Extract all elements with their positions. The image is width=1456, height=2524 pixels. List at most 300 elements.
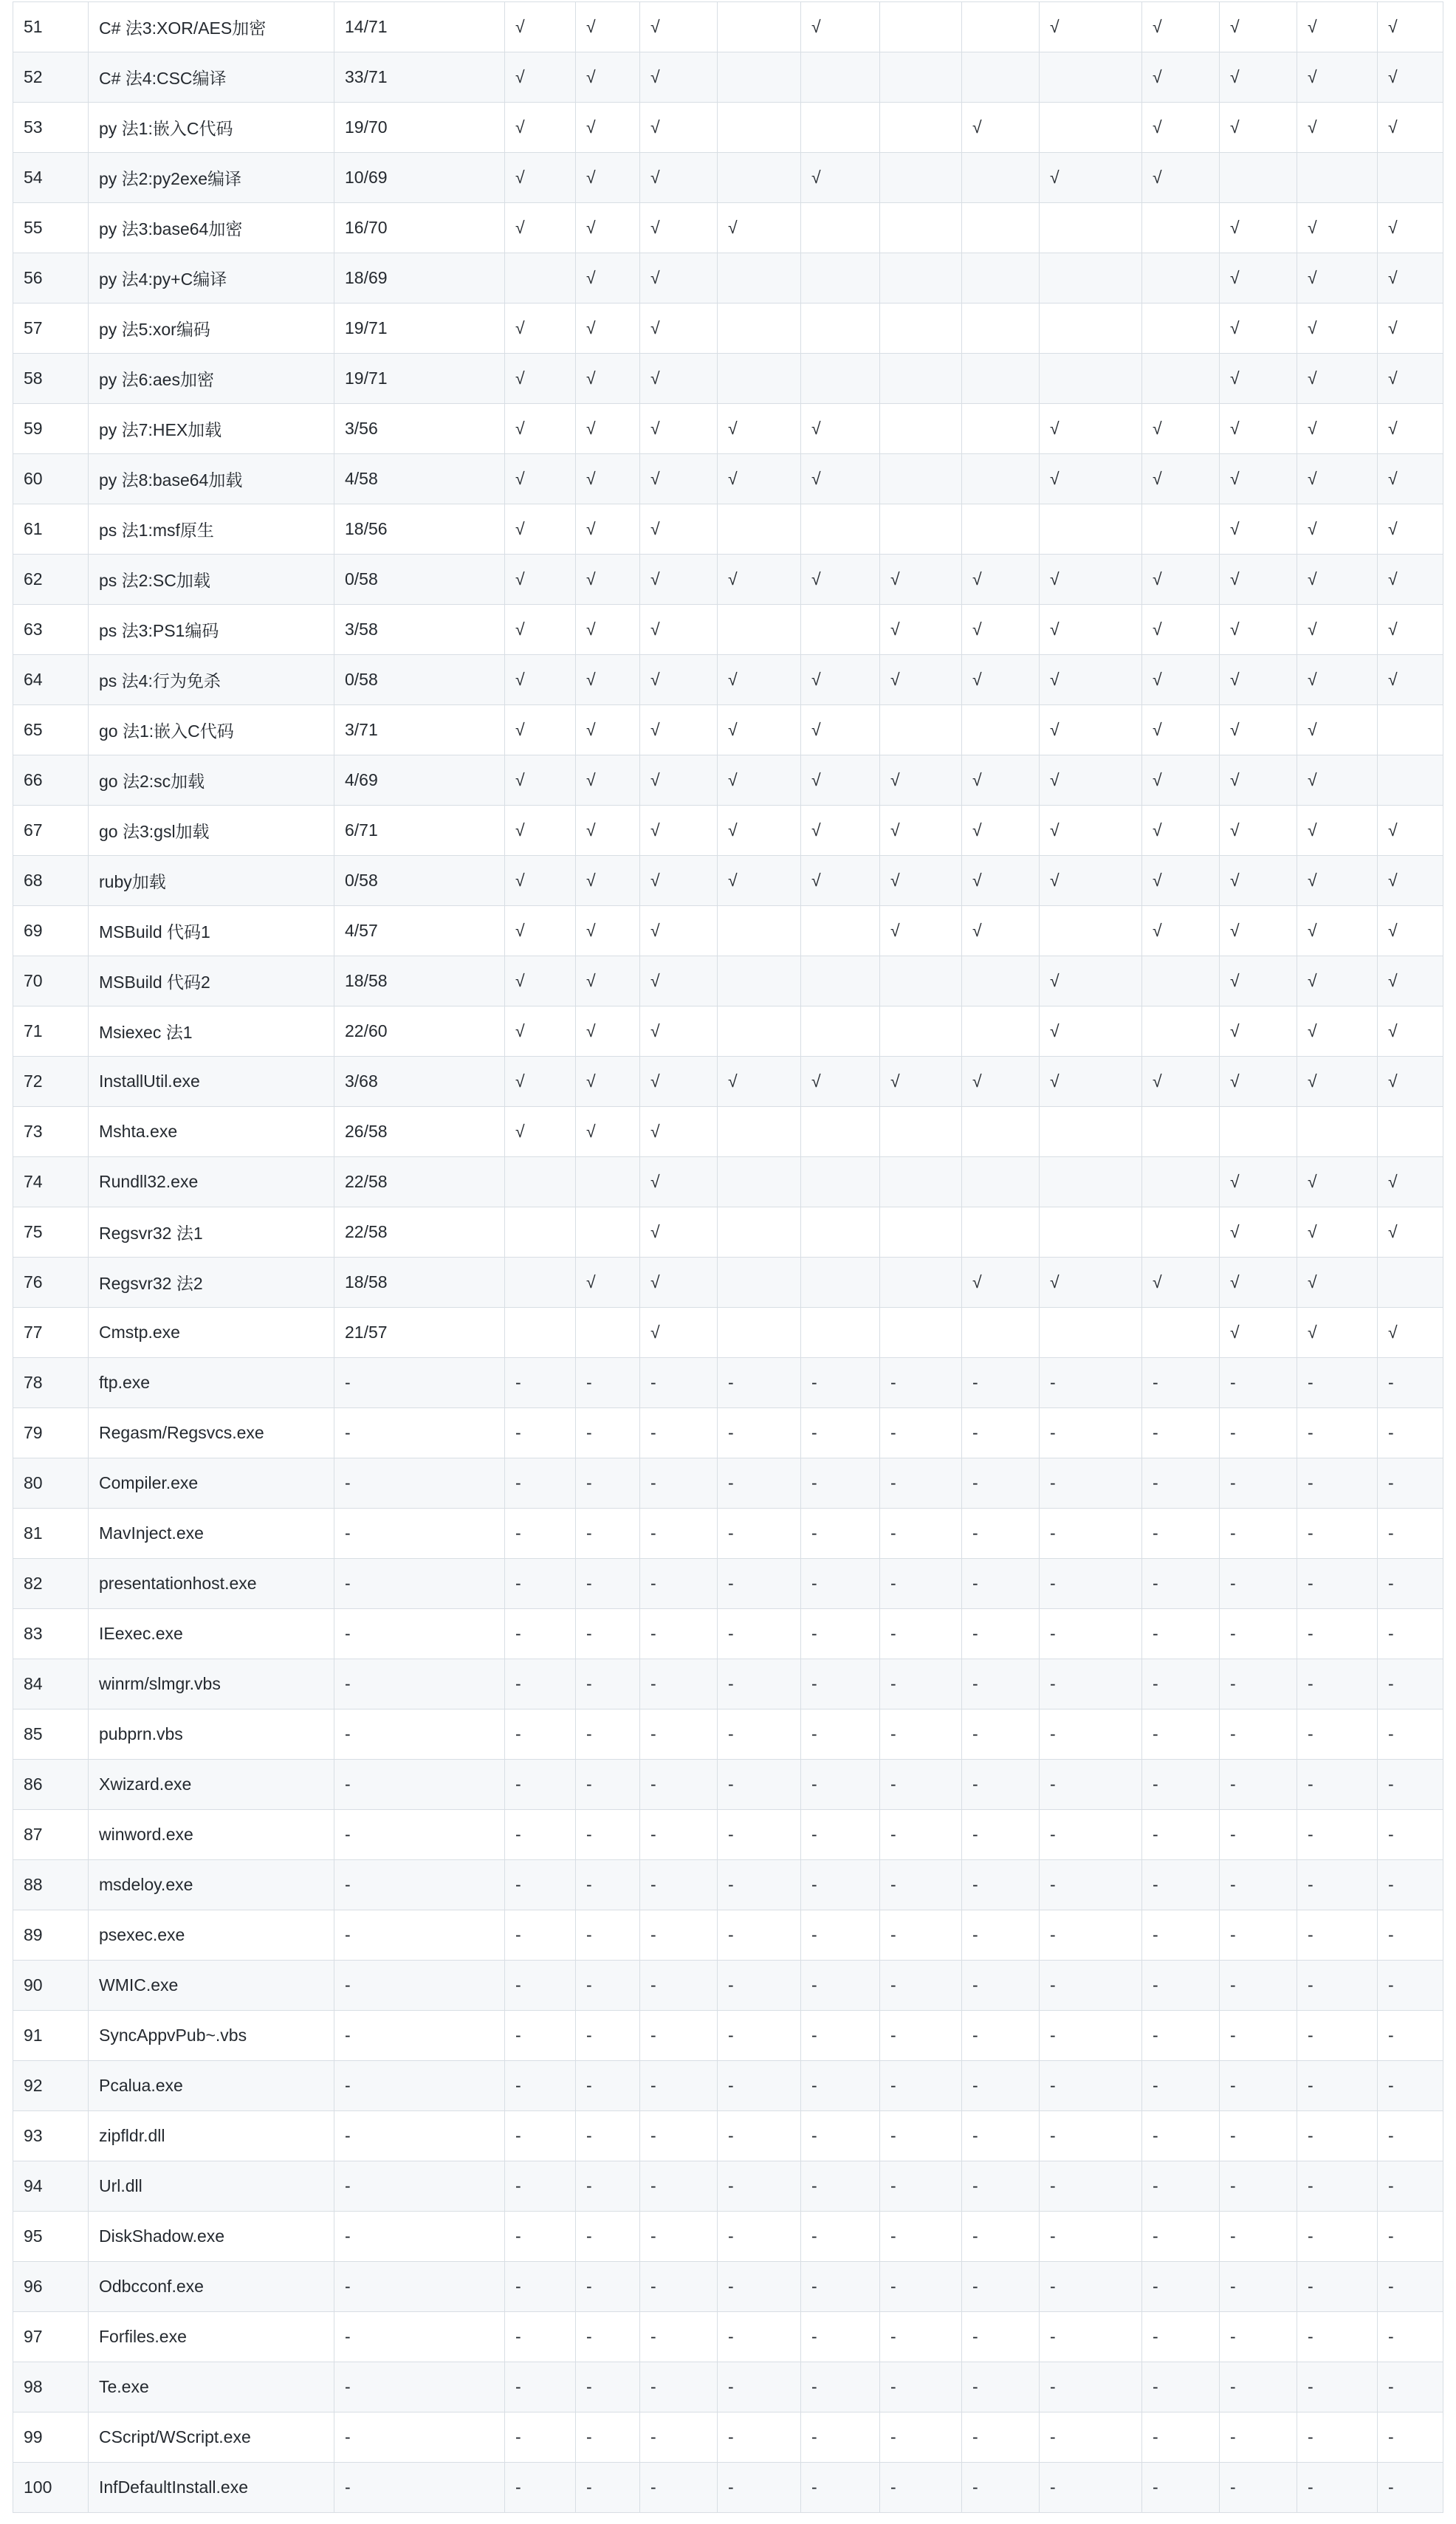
vt-score-cell: 21/57 xyxy=(334,1308,505,1358)
check-cell-12 xyxy=(1378,755,1443,806)
check-cell-4: √ xyxy=(718,856,801,906)
check-cell-8: - xyxy=(1040,2463,1142,2513)
check-cell-7: - xyxy=(962,2463,1040,2513)
check-cell-3: - xyxy=(640,2111,718,2161)
check-cell-2: - xyxy=(576,2011,640,2061)
check-cell-2: √ xyxy=(576,404,640,454)
method-name-cell: Regsvr32 法1 xyxy=(89,1207,334,1258)
row-number-cell: 83 xyxy=(13,1609,89,1659)
method-name-cell: pubprn.vbs xyxy=(89,1709,334,1760)
check-cell-1: √ xyxy=(505,755,576,806)
check-cell-11: √ xyxy=(1297,404,1378,454)
check-cell-9 xyxy=(1142,1308,1220,1358)
method-name-cell: msdeloy.exe xyxy=(89,1860,334,1910)
check-cell-1: √ xyxy=(505,856,576,906)
table-row xyxy=(13,1961,1443,2011)
check-cell-7: - xyxy=(962,2412,1040,2463)
check-cell-9 xyxy=(1142,504,1220,555)
vt-score-cell: - xyxy=(334,2061,505,2111)
check-cell-11: √ xyxy=(1297,253,1378,304)
check-cell-2: √ xyxy=(576,253,640,304)
check-cell-2 xyxy=(576,1207,640,1258)
check-cell-4 xyxy=(718,153,801,203)
method-name-cell: Mshta.exe xyxy=(89,1107,334,1157)
check-cell-1: - xyxy=(505,1860,576,1910)
method-name-cell: py 法7:HEX加载 xyxy=(89,404,334,454)
table-row xyxy=(13,2161,1443,2212)
check-cell-8: √ xyxy=(1040,1006,1142,1057)
check-cell-1: - xyxy=(505,2362,576,2412)
check-cell-8: √ xyxy=(1040,1057,1142,1107)
check-cell-8: √ xyxy=(1040,856,1142,906)
check-cell-3: - xyxy=(640,1358,718,1408)
check-cell-6 xyxy=(880,454,962,504)
vt-score-cell: 4/57 xyxy=(334,906,505,956)
table-row xyxy=(13,2262,1443,2312)
check-cell-1: √ xyxy=(505,956,576,1006)
vt-score-cell: 22/58 xyxy=(334,1157,505,1207)
check-cell-5 xyxy=(801,1107,880,1157)
check-cell-4 xyxy=(718,1258,801,1308)
check-cell-9: - xyxy=(1142,2061,1220,2111)
check-cell-10: √ xyxy=(1220,1157,1297,1207)
method-name-cell: ruby加载 xyxy=(89,856,334,906)
check-cell-5 xyxy=(801,1207,880,1258)
check-cell-3: √ xyxy=(640,1107,718,1157)
check-cell-2: √ xyxy=(576,956,640,1006)
check-cell-8: - xyxy=(1040,2061,1142,2111)
check-cell-7: √ xyxy=(962,655,1040,705)
method-name-cell: CScript/WScript.exe xyxy=(89,2412,334,2463)
check-cell-8: √ xyxy=(1040,1258,1142,1308)
row-number-cell: 74 xyxy=(13,1157,89,1207)
check-cell-7 xyxy=(962,1207,1040,1258)
check-cell-6: - xyxy=(880,2011,962,2061)
check-cell-5 xyxy=(801,103,880,153)
check-cell-11: √ xyxy=(1297,806,1378,856)
vt-score-cell: - xyxy=(334,1458,505,1509)
method-name-cell: Msiexec 法1 xyxy=(89,1006,334,1057)
check-cell-1 xyxy=(505,1207,576,1258)
check-cell-11: √ xyxy=(1297,755,1378,806)
check-cell-2: √ xyxy=(576,555,640,605)
check-cell-12: √ xyxy=(1378,956,1443,1006)
check-cell-8: √ xyxy=(1040,755,1142,806)
check-cell-1: - xyxy=(505,2463,576,2513)
check-cell-4: √ xyxy=(718,404,801,454)
check-cell-2: - xyxy=(576,2463,640,2513)
check-cell-1: - xyxy=(505,2111,576,2161)
check-cell-11: √ xyxy=(1297,1157,1378,1207)
check-cell-8 xyxy=(1040,906,1142,956)
check-cell-5: √ xyxy=(801,454,880,504)
method-name-cell: ps 法4:行为免杀 xyxy=(89,655,334,705)
check-cell-7: √ xyxy=(962,1057,1040,1107)
vt-score-cell: 18/58 xyxy=(334,956,505,1006)
vt-score-cell: - xyxy=(334,2111,505,2161)
check-cell-5: - xyxy=(801,2111,880,2161)
method-name-cell: Compiler.exe xyxy=(89,1458,334,1509)
vt-score-cell: - xyxy=(334,1408,505,1458)
check-cell-12: √ xyxy=(1378,253,1443,304)
check-cell-2: - xyxy=(576,2412,640,2463)
check-cell-3: - xyxy=(640,2161,718,2212)
check-cell-3: √ xyxy=(640,806,718,856)
check-cell-4: - xyxy=(718,1458,801,1509)
check-cell-12: - xyxy=(1378,1860,1443,1910)
check-cell-5 xyxy=(801,1157,880,1207)
vt-score-cell: 26/58 xyxy=(334,1107,505,1157)
table-row xyxy=(13,153,1443,203)
table-row xyxy=(13,1107,1443,1157)
check-cell-10: √ xyxy=(1220,2,1297,52)
check-cell-11: - xyxy=(1297,1760,1378,1810)
vt-score-cell: 19/70 xyxy=(334,103,505,153)
check-cell-12: - xyxy=(1378,1559,1443,1609)
check-cell-3: √ xyxy=(640,906,718,956)
check-cell-5: - xyxy=(801,1358,880,1408)
check-cell-9 xyxy=(1142,1157,1220,1207)
check-cell-12: √ xyxy=(1378,304,1443,354)
check-cell-5 xyxy=(801,52,880,103)
check-cell-7: - xyxy=(962,1910,1040,1961)
check-cell-10: √ xyxy=(1220,856,1297,906)
check-cell-9: - xyxy=(1142,2412,1220,2463)
check-cell-12: √ xyxy=(1378,404,1443,454)
table-row xyxy=(13,1458,1443,1509)
method-name-cell: go 法1:嵌入C代码 xyxy=(89,705,334,755)
check-cell-12: - xyxy=(1378,1709,1443,1760)
check-cell-9: √ xyxy=(1142,153,1220,203)
check-cell-1: - xyxy=(505,1709,576,1760)
check-cell-7: - xyxy=(962,1559,1040,1609)
table-row xyxy=(13,1308,1443,1358)
method-name-cell: ps 法1:msf原生 xyxy=(89,504,334,555)
check-cell-10: - xyxy=(1220,2011,1297,2061)
check-cell-8 xyxy=(1040,1107,1142,1157)
vt-score-cell: - xyxy=(334,1810,505,1860)
vt-score-cell: - xyxy=(334,1659,505,1709)
vt-score-cell: - xyxy=(334,1609,505,1659)
check-cell-5: √ xyxy=(801,404,880,454)
vt-score-cell: 0/58 xyxy=(334,655,505,705)
vt-score-cell: - xyxy=(334,1358,505,1408)
check-cell-11: √ xyxy=(1297,2,1378,52)
check-cell-8: √ xyxy=(1040,605,1142,655)
check-cell-11: - xyxy=(1297,1659,1378,1709)
check-cell-11: - xyxy=(1297,2061,1378,2111)
check-cell-9: √ xyxy=(1142,806,1220,856)
check-cell-9: √ xyxy=(1142,755,1220,806)
check-cell-5: - xyxy=(801,2212,880,2262)
table-row xyxy=(13,956,1443,1006)
check-cell-5: - xyxy=(801,2312,880,2362)
table-row xyxy=(13,1559,1443,1609)
check-cell-11: - xyxy=(1297,1559,1378,1609)
check-cell-1: - xyxy=(505,1559,576,1609)
table-row xyxy=(13,555,1443,605)
check-cell-5 xyxy=(801,1258,880,1308)
row-number-cell: 92 xyxy=(13,2061,89,2111)
check-cell-2: - xyxy=(576,2312,640,2362)
check-cell-10: √ xyxy=(1220,354,1297,404)
check-cell-12: √ xyxy=(1378,1006,1443,1057)
check-cell-4: - xyxy=(718,2212,801,2262)
check-cell-10: - xyxy=(1220,1458,1297,1509)
vt-score-cell: 4/58 xyxy=(334,454,505,504)
vt-score-cell: 3/56 xyxy=(334,404,505,454)
check-cell-6: - xyxy=(880,1910,962,1961)
check-cell-7 xyxy=(962,304,1040,354)
check-cell-9: - xyxy=(1142,1358,1220,1408)
check-cell-10: √ xyxy=(1220,253,1297,304)
check-cell-1: - xyxy=(505,2061,576,2111)
check-cell-11: - xyxy=(1297,2212,1378,2262)
check-cell-8: - xyxy=(1040,2412,1142,2463)
check-cell-10: √ xyxy=(1220,605,1297,655)
row-number-cell: 58 xyxy=(13,354,89,404)
check-cell-3: - xyxy=(640,2412,718,2463)
method-name-cell: winword.exe xyxy=(89,1810,334,1860)
check-cell-2: - xyxy=(576,2362,640,2412)
check-cell-1: √ xyxy=(505,1107,576,1157)
check-cell-6: - xyxy=(880,1408,962,1458)
method-name-cell: C# 法3:XOR/AES加密 xyxy=(89,2,334,52)
check-cell-7: √ xyxy=(962,806,1040,856)
check-cell-3: - xyxy=(640,2262,718,2312)
row-number-cell: 78 xyxy=(13,1358,89,1408)
table-row xyxy=(13,755,1443,806)
check-cell-9: √ xyxy=(1142,52,1220,103)
check-cell-7: - xyxy=(962,1509,1040,1559)
check-cell-9: - xyxy=(1142,1860,1220,1910)
check-cell-12: - xyxy=(1378,1609,1443,1659)
check-cell-8: √ xyxy=(1040,806,1142,856)
check-cell-6 xyxy=(880,52,962,103)
check-cell-1: √ xyxy=(505,52,576,103)
check-cell-3: - xyxy=(640,1659,718,1709)
method-name-cell: IEexec.exe xyxy=(89,1609,334,1659)
check-cell-9: - xyxy=(1142,2362,1220,2412)
vt-score-cell: - xyxy=(334,2362,505,2412)
check-cell-8 xyxy=(1040,504,1142,555)
row-number-cell: 61 xyxy=(13,504,89,555)
method-name-cell: py 法1:嵌入C代码 xyxy=(89,103,334,153)
check-cell-11: √ xyxy=(1297,1057,1378,1107)
row-number-cell: 97 xyxy=(13,2312,89,2362)
check-cell-5: - xyxy=(801,1659,880,1709)
check-cell-3: - xyxy=(640,1509,718,1559)
check-cell-12: √ xyxy=(1378,203,1443,253)
check-cell-7: - xyxy=(962,2161,1040,2212)
check-cell-10: √ xyxy=(1220,103,1297,153)
row-number-cell: 70 xyxy=(13,956,89,1006)
vt-score-cell: 16/70 xyxy=(334,203,505,253)
check-cell-6: - xyxy=(880,2463,962,2513)
check-cell-12: √ xyxy=(1378,1308,1443,1358)
check-cell-8: √ xyxy=(1040,956,1142,1006)
row-number-cell: 53 xyxy=(13,103,89,153)
check-cell-5: √ xyxy=(801,555,880,605)
method-name-cell: py 法5:xor编码 xyxy=(89,304,334,354)
check-cell-1: - xyxy=(505,1358,576,1408)
vt-score-cell: 22/60 xyxy=(334,1006,505,1057)
method-name-cell: InfDefaultInstall.exe xyxy=(89,2463,334,2513)
check-cell-6: - xyxy=(880,2212,962,2262)
row-number-cell: 85 xyxy=(13,1709,89,1760)
check-cell-10: √ xyxy=(1220,52,1297,103)
check-cell-2: - xyxy=(576,2212,640,2262)
check-cell-8: - xyxy=(1040,1659,1142,1709)
check-cell-4: - xyxy=(718,2312,801,2362)
check-cell-6 xyxy=(880,1107,962,1157)
row-number-cell: 71 xyxy=(13,1006,89,1057)
check-cell-4 xyxy=(718,1006,801,1057)
method-name-cell: py 法8:base64加载 xyxy=(89,454,334,504)
row-number-cell: 60 xyxy=(13,454,89,504)
check-cell-11: - xyxy=(1297,1810,1378,1860)
check-cell-3: √ xyxy=(640,956,718,1006)
method-name-cell: py 法2:py2exe编译 xyxy=(89,153,334,203)
method-name-cell: InstallUtil.exe xyxy=(89,1057,334,1107)
check-cell-5: √ xyxy=(801,806,880,856)
check-cell-10: √ xyxy=(1220,806,1297,856)
check-cell-8: - xyxy=(1040,2262,1142,2312)
vt-score-cell: - xyxy=(334,1760,505,1810)
check-cell-3: - xyxy=(640,2362,718,2412)
check-cell-1: √ xyxy=(505,2,576,52)
check-cell-8: - xyxy=(1040,1860,1142,1910)
check-cell-2: - xyxy=(576,1760,640,1810)
check-cell-9: - xyxy=(1142,1559,1220,1609)
check-cell-5: - xyxy=(801,1709,880,1760)
check-cell-4: - xyxy=(718,1358,801,1408)
check-cell-9: - xyxy=(1142,2463,1220,2513)
check-cell-4 xyxy=(718,906,801,956)
check-cell-11: - xyxy=(1297,1509,1378,1559)
check-cell-2: √ xyxy=(576,103,640,153)
check-cell-8: - xyxy=(1040,1559,1142,1609)
row-number-cell: 77 xyxy=(13,1308,89,1358)
row-number-cell: 93 xyxy=(13,2111,89,2161)
vt-score-cell: 18/58 xyxy=(334,1258,505,1308)
check-cell-5 xyxy=(801,605,880,655)
check-cell-1: - xyxy=(505,1509,576,1559)
check-cell-5: - xyxy=(801,1910,880,1961)
check-cell-7: √ xyxy=(962,555,1040,605)
check-cell-3: √ xyxy=(640,1258,718,1308)
check-cell-7: - xyxy=(962,2362,1040,2412)
row-number-cell: 95 xyxy=(13,2212,89,2262)
vt-score-cell: - xyxy=(334,2312,505,2362)
check-cell-4: - xyxy=(718,2111,801,2161)
row-number-cell: 63 xyxy=(13,605,89,655)
check-cell-12: - xyxy=(1378,1659,1443,1709)
check-cell-10: - xyxy=(1220,1810,1297,1860)
check-cell-9: √ xyxy=(1142,103,1220,153)
table-body xyxy=(13,2,1443,2513)
vt-score-cell: - xyxy=(334,2161,505,2212)
table-row xyxy=(13,1258,1443,1308)
check-cell-1: √ xyxy=(505,655,576,705)
vt-score-cell: 3/58 xyxy=(334,605,505,655)
check-cell-7: - xyxy=(962,1760,1040,1810)
check-cell-12: √ xyxy=(1378,1207,1443,1258)
check-cell-1: - xyxy=(505,1760,576,1810)
check-cell-11: √ xyxy=(1297,1006,1378,1057)
method-name-cell: zipfldr.dll xyxy=(89,2111,334,2161)
check-cell-4 xyxy=(718,504,801,555)
check-cell-11: √ xyxy=(1297,605,1378,655)
check-cell-10: - xyxy=(1220,1760,1297,1810)
check-cell-7 xyxy=(962,253,1040,304)
method-name-cell: DiskShadow.exe xyxy=(89,2212,334,2262)
table-row xyxy=(13,103,1443,153)
check-cell-11: - xyxy=(1297,2463,1378,2513)
check-cell-3: √ xyxy=(640,354,718,404)
check-cell-5: - xyxy=(801,1408,880,1458)
check-cell-2: - xyxy=(576,1810,640,1860)
table-row xyxy=(13,705,1443,755)
check-cell-6 xyxy=(880,1207,962,1258)
check-cell-9: - xyxy=(1142,1961,1220,2011)
check-cell-12: √ xyxy=(1378,655,1443,705)
check-cell-8: - xyxy=(1040,2161,1142,2212)
check-cell-11 xyxy=(1297,153,1378,203)
check-cell-5 xyxy=(801,354,880,404)
row-number-cell: 98 xyxy=(13,2362,89,2412)
check-cell-11: - xyxy=(1297,1910,1378,1961)
check-cell-1: √ xyxy=(505,555,576,605)
check-cell-6: - xyxy=(880,2262,962,2312)
check-cell-8: √ xyxy=(1040,404,1142,454)
row-number-cell: 87 xyxy=(13,1810,89,1860)
check-cell-10: √ xyxy=(1220,1258,1297,1308)
check-cell-6: - xyxy=(880,1760,962,1810)
check-cell-6 xyxy=(880,354,962,404)
check-cell-1: √ xyxy=(505,1006,576,1057)
check-cell-7: √ xyxy=(962,755,1040,806)
check-cell-5: √ xyxy=(801,153,880,203)
row-number-cell: 75 xyxy=(13,1207,89,1258)
check-cell-5 xyxy=(801,304,880,354)
check-cell-11: √ xyxy=(1297,906,1378,956)
check-cell-4 xyxy=(718,103,801,153)
check-cell-9: √ xyxy=(1142,655,1220,705)
check-cell-6 xyxy=(880,203,962,253)
check-cell-1: - xyxy=(505,1961,576,2011)
check-cell-7 xyxy=(962,1157,1040,1207)
method-name-cell: MSBuild 代码2 xyxy=(89,956,334,1006)
check-cell-8 xyxy=(1040,52,1142,103)
check-cell-7: √ xyxy=(962,103,1040,153)
check-cell-9: - xyxy=(1142,1509,1220,1559)
check-cell-2 xyxy=(576,1308,640,1358)
check-cell-5: - xyxy=(801,2362,880,2412)
table-row xyxy=(13,2463,1443,2513)
check-cell-8 xyxy=(1040,253,1142,304)
check-cell-4: - xyxy=(718,1408,801,1458)
row-number-cell: 89 xyxy=(13,1910,89,1961)
check-cell-11: - xyxy=(1297,1961,1378,2011)
check-cell-7 xyxy=(962,153,1040,203)
table-row xyxy=(13,203,1443,253)
check-cell-1: - xyxy=(505,1408,576,1458)
method-name-cell: Odbcconf.exe xyxy=(89,2262,334,2312)
check-cell-8: - xyxy=(1040,1760,1142,1810)
table-row xyxy=(13,605,1443,655)
check-cell-11 xyxy=(1297,1107,1378,1157)
